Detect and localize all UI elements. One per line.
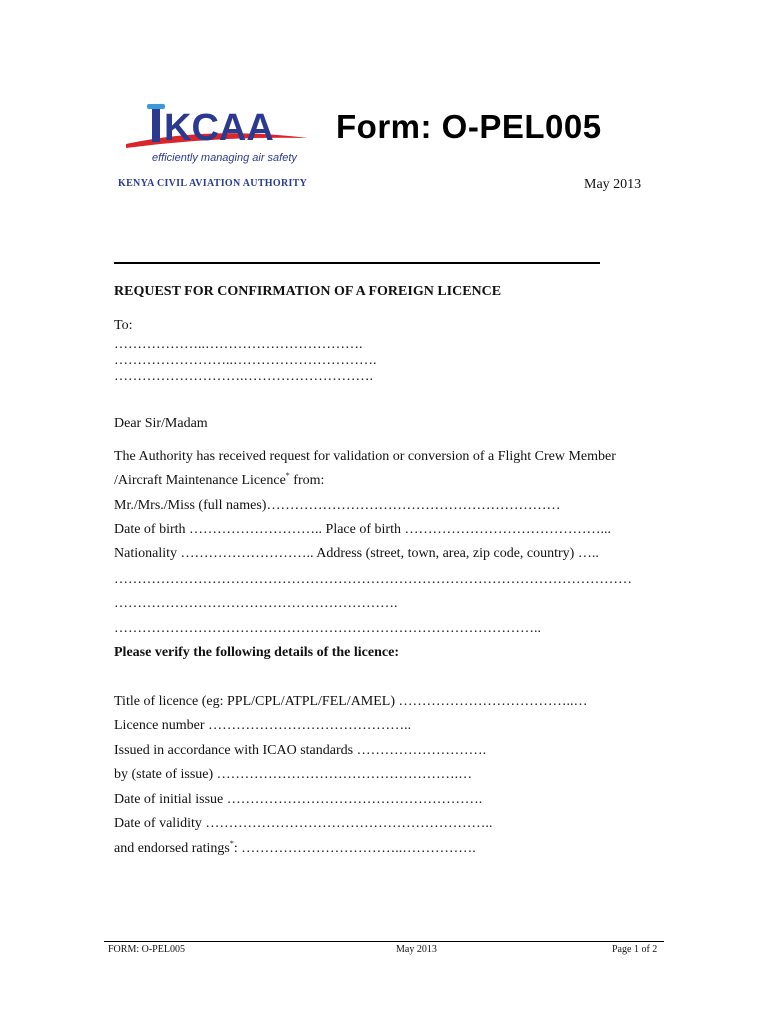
form-title: Form: O-PEL005 — [336, 108, 602, 145]
to-line-3[interactable]: ……………………….………………………. — [114, 369, 373, 384]
header-date: May 2013 — [584, 177, 642, 192]
licence-number-field[interactable]: Licence number …………………………………….. — [114, 718, 412, 733]
validity-date-field[interactable]: Date of validity …………………………………………………….. — [114, 816, 493, 831]
kcaa-logo-graphic — [118, 96, 318, 178]
ratings-label: and endorsed ratings — [114, 841, 230, 856]
birth-details-field[interactable]: Date of birth ……………………….. Place of birth ……………………………………... — [114, 522, 611, 537]
to-line-1[interactable]: ………………..……………………………. — [114, 337, 363, 352]
footer-page-number: Page 1 of 2 — [612, 944, 658, 955]
licence-title-field[interactable]: Title of licence (eg: PPL/CPL/ATPL/FEL/AMEL) ………………………………..… — [114, 694, 588, 709]
authority-name: KENYA CIVIL AVIATION AUTHORITY — [118, 178, 308, 189]
paragraph-line-2-end: from: — [289, 473, 325, 488]
paragraph-line-2 — [114, 473, 324, 489]
verify-heading: Please verify the following details of the licence: — [114, 645, 399, 660]
salutation: Dear Sir/Madam — [114, 416, 208, 431]
tower-top — [147, 104, 165, 109]
footnote-marker: * — [285, 471, 290, 480]
to-label: To: — [114, 318, 133, 333]
document-heading: REQUEST FOR CONFIRMATION OF A FOREIGN LICENCE — [114, 284, 502, 299]
footer-date: May 2013 — [396, 944, 437, 955]
address-line-2[interactable]: ……………………………………………………. — [114, 596, 398, 611]
ratings-footnote-marker: * — [229, 839, 234, 848]
state-of-issue-field[interactable]: by (state of issue) …………………………………………….… — [114, 767, 473, 782]
initial-issue-date-field[interactable]: Date of initial issue ………………………………………………. — [114, 792, 483, 807]
endorsed-ratings-field[interactable] — [114, 841, 476, 857]
address-line-3[interactable]: ……………………………………………………………………………….. — [114, 621, 541, 636]
footer-divider — [104, 941, 664, 942]
full-names-field[interactable]: Mr./Mrs./Miss (full names)……………………………………………………… — [114, 498, 561, 513]
header-divider — [114, 262, 600, 264]
nationality-address-field[interactable]: Nationality ……………………….. Address (street, town, area, zip code, country) ….. — [114, 546, 599, 561]
logo-text: KCAA — [164, 107, 274, 149]
kcaa-logo — [118, 96, 318, 178]
to-line-2[interactable]: ……………………..…………………………. — [114, 353, 377, 368]
ratings-dots[interactable]: : ……………………………..……………. — [233, 841, 476, 856]
paragraph-line-1: The Authority has received request for validation or conversion of a Flight Crew Member — [114, 449, 616, 464]
footer-form-code: FORM: O-PEL005 — [108, 944, 185, 955]
paragraph-line-2-text: /Aircraft Maintenance Licence — [114, 473, 286, 488]
address-line-1[interactable]: ………………………………………………………………………………………………… — [114, 572, 632, 587]
logo-tagline: efficiently managing air safety — [152, 152, 297, 164]
icao-standards-field[interactable]: Issued in accordance with ICAO standards ………………………. — [114, 743, 487, 758]
tower-shaft — [152, 109, 160, 142]
